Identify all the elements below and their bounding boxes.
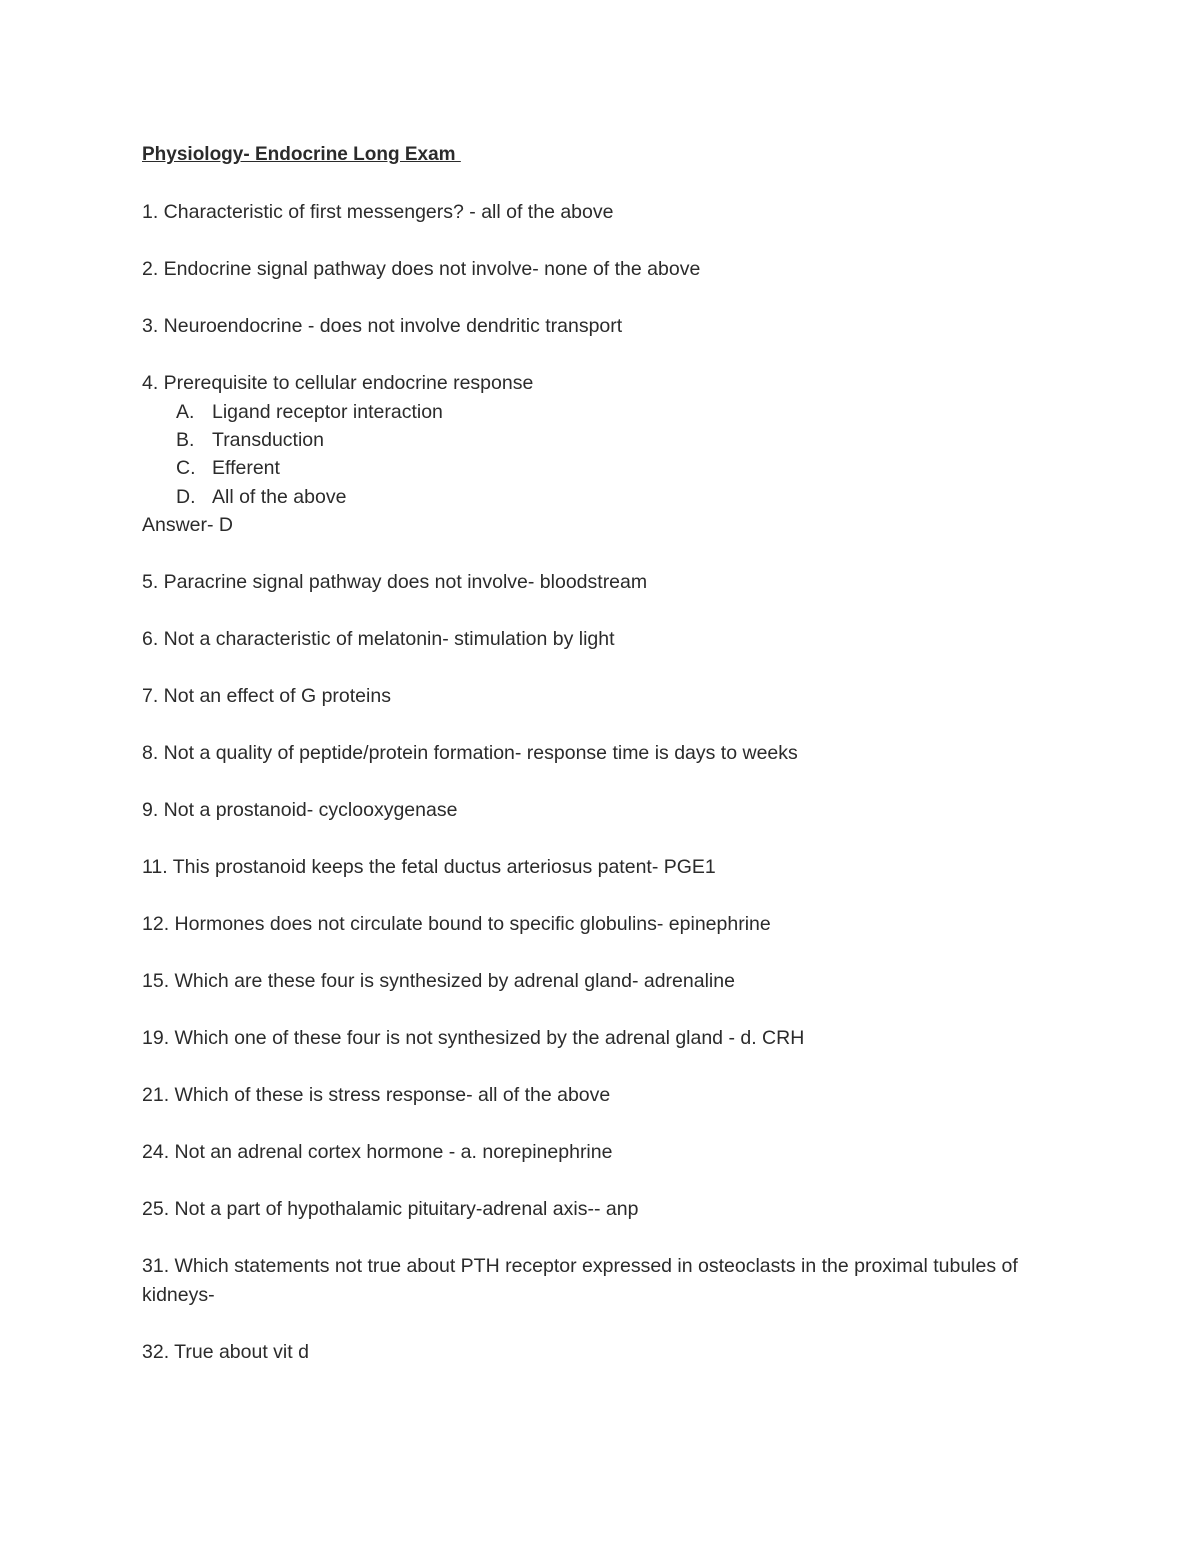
question-24: 24. Not an adrenal cortex hormone - a. norepinephrine [142, 1141, 613, 1164]
question-31: 31. Which statements not true about PTH receptor expressed in osteoclasts in the proximal tubules of kidneys- [142, 1255, 1018, 1306]
document-title: Physiology- Endocrine Long Exam [142, 144, 461, 165]
option-letter: D. [176, 485, 196, 508]
question-5: 5. Paracrine signal pathway does not involve- bloodstream [142, 571, 648, 594]
question-8: 8. Not a quality of peptide/protein formation- response time is days to weeks [142, 742, 798, 765]
question-12: 12. Hormones does not circulate bound to specific globulins- epinephrine [142, 913, 771, 936]
question-4-answer: Answer- D [142, 514, 234, 537]
option-text: All of the above [212, 485, 347, 508]
document-page [142, 141, 1042, 1395]
question-3: 3. Neuroendocrine - does not involve dendritic transport [142, 315, 623, 337]
question-19: 19. Which one of these four is not synthesized by the adrenal gland - d. CRH [142, 1027, 805, 1050]
option-text: Transduction [212, 428, 325, 451]
option-letter: C. [176, 457, 196, 480]
option-b [142, 426, 1042, 454]
question-21: 21. Which of these is stress response- all of the above [142, 1084, 611, 1107]
question-4-options [142, 398, 1042, 512]
question-25: 25. Not a part of hypothalamic pituitary-adrenal axis-- anp [142, 1198, 639, 1221]
question-2: 2. Endocrine signal pathway does not involve- none of the above [142, 258, 701, 280]
option-text: Efferent [212, 457, 280, 480]
option-d [142, 483, 1042, 511]
question-6: 6. Not a characteristic of melatonin- stimulation by light [142, 628, 615, 651]
option-a [142, 398, 1042, 426]
question-15: 15. Which are these four is synthesized by adrenal gland- adrenaline [142, 970, 735, 993]
question-1: 1. Characteristic of first messengers? - all of the above [142, 201, 614, 223]
option-text: Ligand receptor interaction [212, 400, 443, 423]
question-7: 7. Not an effect of G proteins [142, 685, 391, 708]
question-9: 9. Not a prostanoid- cyclooxygenase [142, 799, 458, 822]
option-letter: B. [176, 428, 195, 451]
option-letter: A. [176, 400, 195, 423]
question-32: 32. True about vit d [142, 1340, 309, 1363]
question-11: 11. This prostanoid keeps the fetal ductus arteriosus patent- PGE1 [142, 856, 716, 879]
option-c [142, 454, 1042, 482]
question-4: 4. Prerequisite to cellular endocrine response [142, 372, 534, 394]
